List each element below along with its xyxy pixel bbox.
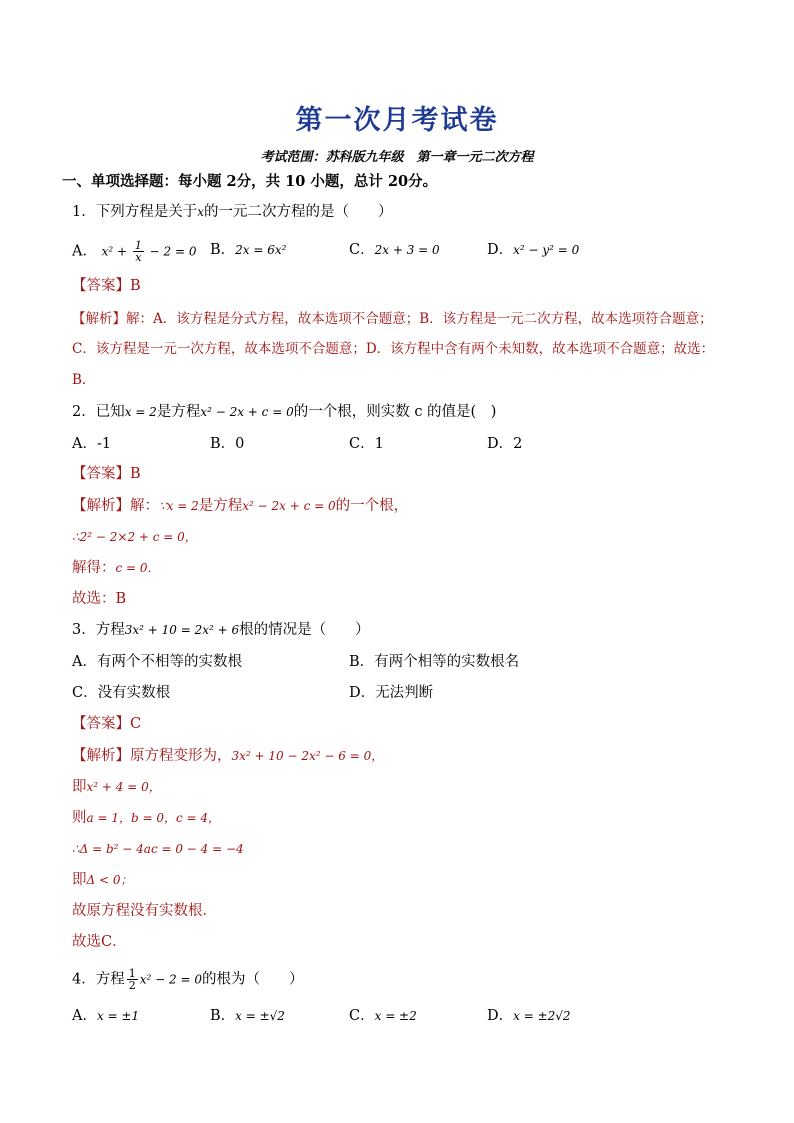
option-d-math: x = ±2√2	[513, 1009, 571, 1023]
question-4-stem-pre: 4．方程	[72, 971, 125, 988]
step-label: 即	[72, 779, 87, 795]
option-a-math-post: − 2 = 0	[145, 244, 197, 259]
exam-title: 第一次月考试卷	[295, 105, 499, 136]
question-4-option-a	[72, 1006, 139, 1026]
question-2-stem-math-2: x² − 2x + c = 0	[200, 405, 294, 419]
exam-scope: 考试范围：苏科版九年级 第一章一元二次方程	[260, 150, 534, 165]
question-1-stem	[72, 202, 393, 222]
option-a-math: x = ±1	[96, 1009, 140, 1023]
analysis-mid: 是方程	[198, 498, 243, 514]
option-label: C．	[349, 242, 375, 258]
question-4-stem	[72, 968, 303, 991]
question-1-option-d	[487, 240, 579, 260]
question-1-option-a	[72, 240, 197, 263]
question-3-step-1	[72, 777, 161, 797]
fraction-numerator: 1	[134, 239, 142, 252]
step-math: c = 0．	[115, 561, 160, 575]
question-1-stem-var: x	[197, 205, 205, 219]
question-4-option-c	[349, 1006, 417, 1026]
step-label: 则	[72, 810, 87, 826]
question-2-answer: 【答案】B	[72, 466, 141, 482]
question-3-step-5: 故原方程没有实数根．	[72, 903, 217, 919]
question-3-step-4	[72, 870, 133, 890]
step-label: 解得：	[72, 560, 116, 576]
question-2-analysis	[72, 496, 408, 516]
analysis-math: 3x² + 10 − 2x² − 6 = 0，	[231, 749, 384, 763]
question-2-stem-math-1: x = 2	[124, 405, 157, 419]
question-2-step-1	[72, 527, 197, 547]
question-4-fraction	[127, 968, 138, 991]
question-1-stem-post: 的一元二次方程的是（ ）	[204, 204, 393, 220]
question-3-stem	[72, 620, 370, 640]
option-label: D．	[487, 242, 514, 258]
question-2-option-b: B．0	[210, 436, 245, 452]
question-1-analysis-line-2: C．该方程是一元一次方程，故本选项不合题意；D．该方程中含有两个未知数，故本选项不合题意；故选：	[72, 341, 715, 357]
question-3-option-d: D．无法判断	[349, 685, 434, 701]
question-3-step-2	[72, 808, 220, 828]
question-3-analysis	[72, 746, 383, 766]
option-d-math: x² − y² = 0	[513, 243, 580, 257]
option-label: C．	[349, 1008, 375, 1024]
analysis-label: 【解析】原方程变形为，	[72, 748, 232, 764]
option-c-math: x = ±2	[374, 1009, 417, 1023]
question-3-option-b: B．有两个相等的实数根名	[349, 654, 520, 670]
step-math: Δ < 0；	[86, 873, 133, 887]
question-1-option-b	[210, 240, 286, 260]
question-2-option-a: A．-1	[72, 436, 112, 452]
question-3-stem-post: 根的情况是（ ）	[239, 622, 370, 638]
question-2-option-d: D．2	[487, 436, 523, 452]
option-a-math-pre: x² +	[101, 244, 131, 259]
analysis-label: 【解析】解：	[72, 498, 159, 514]
question-3-step-3	[72, 839, 244, 859]
question-3-option-a: A．有两个不相等的实数根	[72, 654, 242, 670]
question-3-option-c: C．没有实数根	[72, 685, 171, 701]
analysis-math-2: x² − 2x + c = 0	[242, 499, 336, 513]
fraction-denominator: 2	[128, 979, 136, 992]
step-math: a = 1，b = 0，c = 4，	[86, 811, 221, 825]
question-3-answer: 【答案】C	[72, 716, 142, 732]
question-1-analysis-line-3: B．	[72, 372, 96, 388]
option-label: A．	[72, 243, 97, 260]
question-1-analysis-line-1: 【解析】解：A．该方程是分式方程，故本选项不合题意；B．该方程是一元二次方程，故本选项符合题意；	[72, 311, 713, 327]
question-3-stem-math: 3x² + 10 = 2x² + 6	[124, 623, 240, 637]
question-4-stem-post: 的根为（ ）	[201, 971, 304, 988]
option-label: A．	[72, 1008, 97, 1024]
option-label: D．	[487, 1008, 514, 1024]
question-1-option-c	[349, 240, 440, 260]
question-3-conclusion: 故选C．	[72, 934, 127, 950]
question-2-stem-pre: 2．已知	[72, 404, 125, 420]
section-heading: 一、单项选择题：每小题 2分，共 10 小题，总计 20分。	[62, 173, 438, 190]
question-3-stem-pre: 3．方程	[72, 622, 125, 638]
question-2-conclusion: 故选：B	[72, 591, 127, 607]
question-2-stem-mid: 是方程	[156, 404, 201, 420]
question-4-option-b	[210, 1006, 285, 1026]
fraction-denominator: x	[135, 251, 142, 264]
question-2-option-c: C．1	[349, 436, 384, 452]
question-2-stem-post: 的一个根，则实数 c 的值是( )	[293, 404, 497, 420]
step-math: x² + 4 = 0，	[86, 780, 161, 794]
option-label: B．	[210, 1008, 236, 1024]
step-label: 即	[72, 872, 87, 888]
question-4-option-d	[487, 1006, 571, 1026]
question-4-stem-math: x² − 2 = 0	[139, 972, 202, 987]
question-1-answer: 【答案】B	[72, 278, 141, 294]
option-c-math: 2x + 3 = 0	[374, 243, 440, 257]
step-math: ∴Δ = b² − 4ac = 0 − 4 = −4	[72, 842, 244, 856]
option-label: B．	[210, 242, 236, 258]
fraction-numerator: 1	[128, 967, 136, 980]
analysis-post: 的一个根，	[335, 498, 409, 514]
question-1-stem-pre: 1．下列方程是关于	[72, 204, 198, 220]
option-b-math: x = ±√2	[235, 1009, 285, 1023]
analysis-math-1: ∵x = 2	[159, 499, 199, 513]
option-b-math: 2x = 6x²	[235, 243, 287, 257]
question-2-step-2	[72, 558, 160, 578]
step-math: ∴2² − 2×2 + c = 0，	[72, 530, 197, 544]
question-2-stem	[72, 402, 496, 422]
option-a-fraction	[133, 240, 144, 263]
